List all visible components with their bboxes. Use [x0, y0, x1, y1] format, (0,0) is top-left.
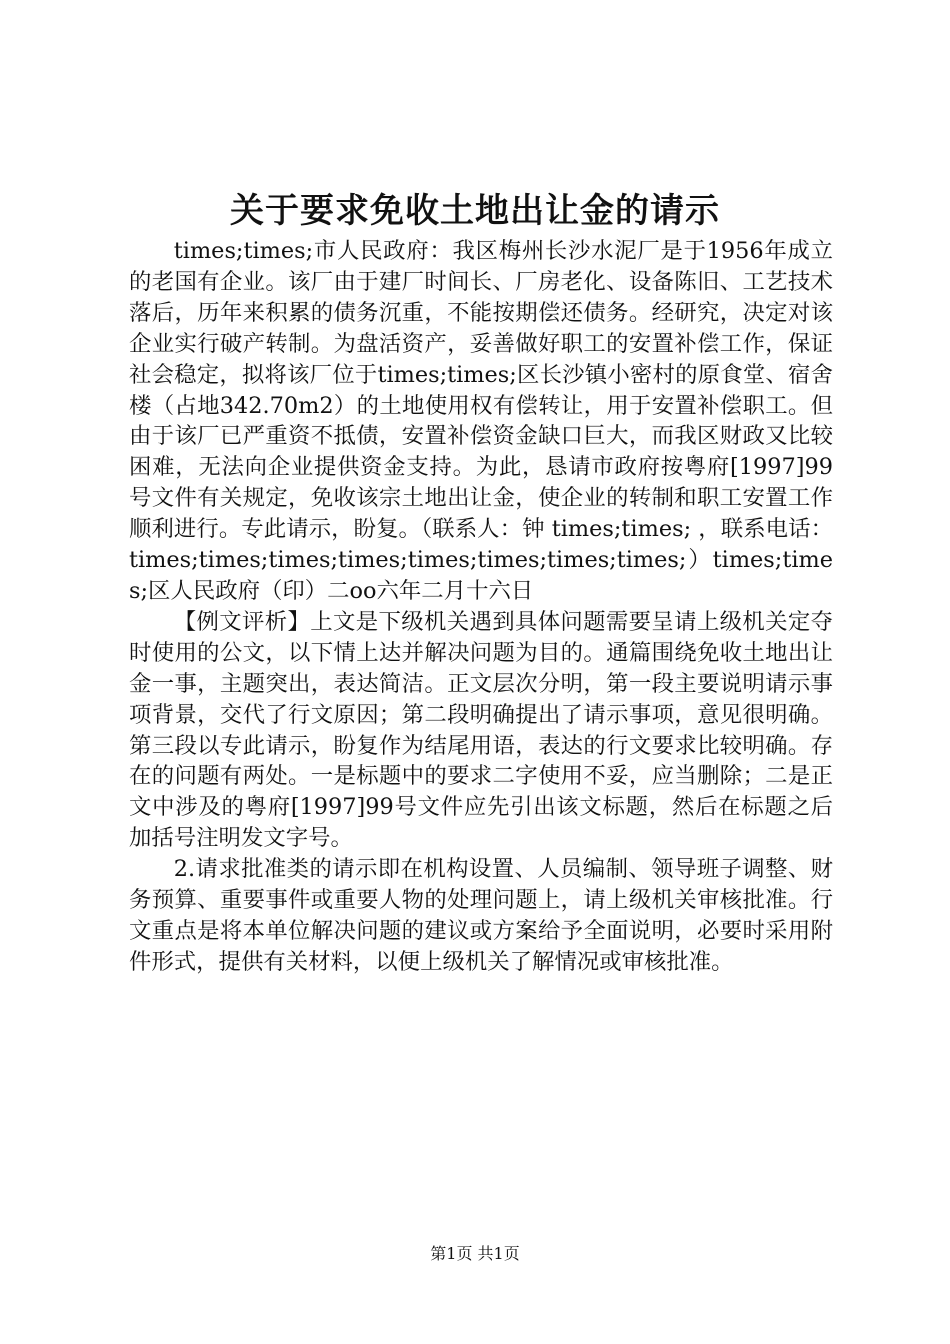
document-body [129, 236, 833, 978]
page-number-footer: 第1页 共1页 [430, 1244, 520, 1263]
paragraph-approval-type: 2.请求批准类的请示即在机构设置、人员编制、领导班子调整、财务预算、重要事件或重要人物的处理问题上，请上级机关审核批准。行文重点是将本单位解决问题的建议或方案给予全面说明，必要时采用附件形式，提供有关材料，以便上级机关了解情况或审核批准。 [129, 856, 833, 975]
document-title: 关于要求免收土地出让金的请示 [230, 191, 720, 231]
paragraph-request-letter: times;times;市人民政府：我区梅州长沙水泥厂是于1956年成立的老国有企业。该厂由于建厂时间长、厂房老化、设备陈旧、工艺技术落后，历年来积累的债务沉重，不能按期偿还债务。经研究，决定对该企业实行破产转制。为盘活资产，妥善做好职工的安置补偿工作，保证社会稳定，拟将该厂位于times;times;区长沙镇小密村的原食堂、宿舍楼（占地342.70m2）的土地使用权有偿转让，用于安置补偿职工。但由于该厂已严重资不抵债，安置补偿资金缺口巨大，而我区财政又比较困难，无法向企业提供资金支持。为此，恳请市政府按粤府[1997]99号文件有关规定，免收该宗土地出让金，使企业的转制和职工安置工作顺利进行。专此请示，盼复。（联系人：钟 times;times; ，联系电话：times;times;times;times;times;times;times;times;）times;times;区人民政府（印）二oo六年二月十六日 [129, 238, 833, 604]
paragraph-commentary: 【例文评析】上文是下级机关遇到具体问题需要呈请上级机关定夺时使用的公文，以下情上达并解决问题为目的。通篇围绕免收土地出让金一事，主题突出，表达简洁。正文层次分明，第一段主要说明请示事项背景，交代了行文原因；第二段明确提出了请示事项，意见很明确。第三段以专此请示，盼复作为结尾用语，表达的行文要求比较明确。存在的问题有两处。一是标题中的要求二字使用不妥，应当删除；二是正文中涉及的粤府[1997]99号文件应先引出该文标题，然后在标题之后加括号注明发文字号。 [129, 608, 833, 852]
